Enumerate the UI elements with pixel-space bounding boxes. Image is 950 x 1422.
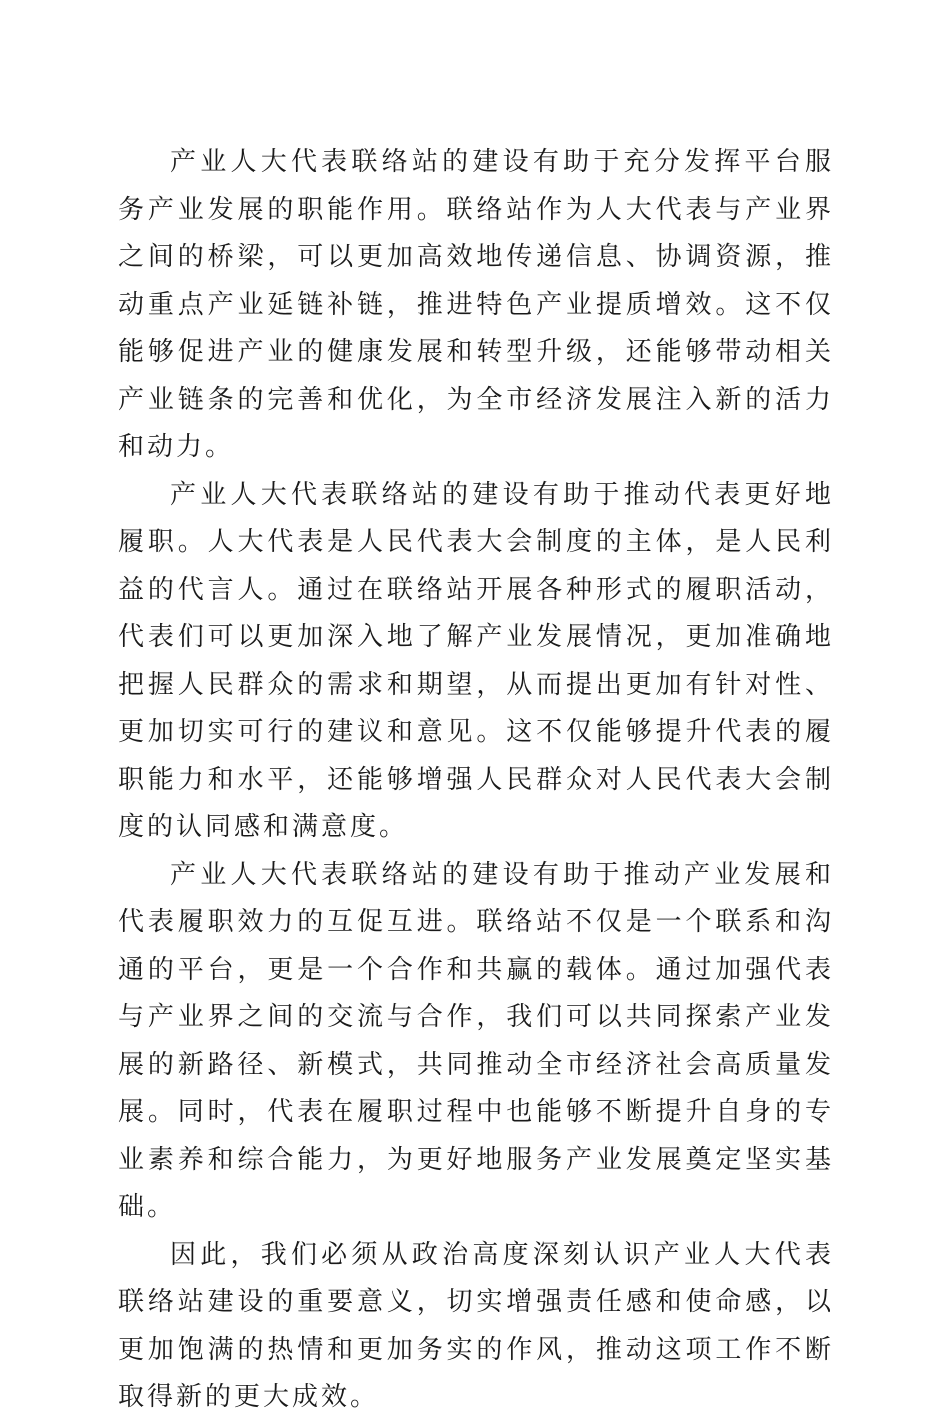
document-body xyxy=(118,139,834,1422)
paragraph-4: 因此，我们必须从政治高度深刻认识产业人大代表联络站建设的重要意义，切实增强责任感和使命感，以更加饱满的热情和更加务实的作风，推动这项工作不断取得新的更大成效。 xyxy=(118,1239,834,1412)
paragraph-1: 产业人大代表联络站的建设有助于充分发挥平台服务产业发展的职能作用。联络站作为人大代表与产业界之间的桥梁，可以更加高效地传递信息、协调资源，推动重点产业延链补链，推进特色产业提质增效。这不仅能够促进产业的健康发展和转型升级，还能够带动相关产业链条的完善和优化，为全市经济发展注入新的活力和动力。 xyxy=(118,147,834,462)
paragraph-3: 产业人大代表联络站的建设有助于推动产业发展和代表履职效力的互促互进。联络站不仅是一个联系和沟通的平台，更是一个合作和共赢的载体。通过加强代表与产业界之间的交流与合作，我们可以共同探索产业发展的新路径、新模式，共同推动全市经济社会高质量发展。同时，代表在履职过程中也能够不断提升自身的专业素养和综合能力，为更好地服务产业发展奠定坚实基础。 xyxy=(118,859,834,1222)
paragraph-2: 产业人大代表联络站的建设有助于推动代表更好地履职。人大代表是人民代表大会制度的主体，是人民利益的代言人。通过在联络站开展各种形式的履职活动，代表们可以更加深入地了解产业发展情况，更加准确地把握人民群众的需求和期望，从而提出更加有针对性、更加切实可行的建议和意见。这不仅能够提升代表的履职能力和水平，还能够增强人民群众对人民代表大会制度的认同感和满意度。 xyxy=(118,479,834,842)
